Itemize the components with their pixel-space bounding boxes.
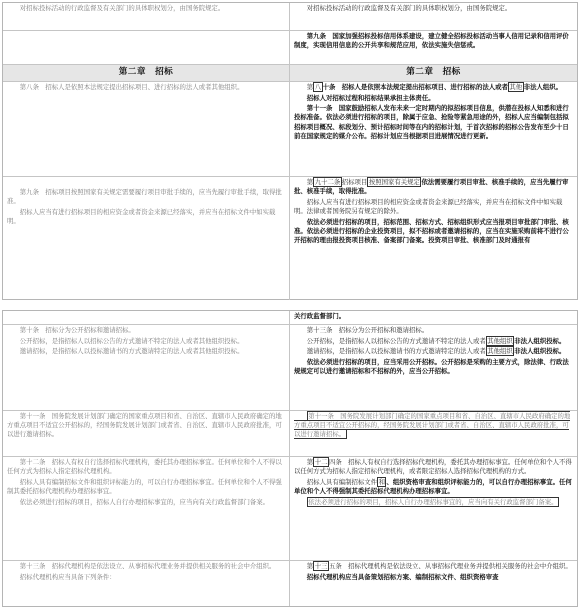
old-paragraph: 公开招标，是指招标人以招标公告的方式邀请不特定的法人或者其他组织投标。 bbox=[19, 336, 244, 345]
text-fragment: 第 bbox=[306, 458, 314, 466]
old-text-cell bbox=[3, 311, 290, 324]
table-row bbox=[3, 3, 577, 31]
new-chapter-cell bbox=[290, 65, 577, 81]
text-fragment: 第 bbox=[306, 83, 314, 91]
new-paragraph bbox=[294, 412, 573, 439]
old-paragraph: 邀请招标，是指招标人以投标邀请书的方式邀请特定的法人或者其他组织投标。 bbox=[19, 347, 244, 356]
table-row bbox=[3, 457, 577, 561]
old-text-cell bbox=[3, 411, 290, 456]
new-paragraph: 依法必须进行招标的项目，招标范围、招标方式、招标组织形式应当报项目审批部门审批、核准。依法必须进行招标的企业投资项目，拟不招标或者邀请招标的，应当在实施采购前将不进行公开招标的理由报投资项目核准、备案部门备案。投资项目审批、核准部门及时通报有 bbox=[294, 217, 569, 244]
text-fragment: 第 bbox=[306, 178, 314, 186]
chapter-title-old: 第二章 招标 bbox=[118, 67, 174, 78]
table-row bbox=[3, 82, 577, 177]
new-paragraph: 关行政监督部门。 bbox=[294, 312, 346, 320]
old-text-cell bbox=[3, 82, 290, 176]
old-paragraph: 依法必须进行招标的项目，招标人自行办理招标事宜的，应当向有关行政监督部门备案。 bbox=[19, 497, 270, 506]
new-text-cell bbox=[290, 82, 577, 176]
bottom-comparison-table bbox=[2, 310, 578, 607]
top-comparison-table bbox=[2, 2, 578, 300]
old-paragraph: 第十二条 招标人有权自行选择招标代理机构，委托其办理招标事宜。任何单位和个人不得以任何方式为招标人指定招标代理机构。 bbox=[7, 458, 282, 476]
new-text-cell bbox=[290, 457, 577, 560]
deleted-text-box: 其他 bbox=[509, 83, 523, 91]
chapter-heading-row bbox=[3, 65, 577, 82]
old-paragraph: 第九条 招标项目按照国家有关规定需要履行项目审批手续的，应当先履行审批手续，取得批准。 bbox=[7, 188, 282, 206]
added-text: 依法需要履行项目审批、核准手续的，应当先履行审批、核准手续，取得批准。 bbox=[294, 178, 569, 196]
old-paragraph: 第十三条 招标代理机构是依法设立、从事招标代理业务并提供相关服务的社会中介组织。 bbox=[19, 562, 276, 570]
text-fragment: 邀请招标，是指招标人以投标邀请书的方式邀请特定的法人或者 bbox=[306, 347, 486, 356]
new-paragraph: 对招标投标活动的行政监督及有关部门的具体职权划分，由国务院规定。 bbox=[306, 4, 512, 12]
old-text-cell bbox=[3, 561, 290, 606]
table-row bbox=[3, 177, 577, 300]
new-paragraph: 招标代理机构应当具备策划招标方案、编制招标文件、组织资格审查 bbox=[306, 572, 499, 581]
old-paragraph: 招标人具有编制招标文件和组织评标能力的，可以自行办理招标事宜。任何单位和个人不得强制其委托招标代理机构办理招标事宜。 bbox=[7, 477, 282, 495]
table-row bbox=[3, 31, 577, 65]
table-row bbox=[3, 411, 577, 457]
new-paragraph: 依法必须进行招标的项目，应当采用公开招标。公开招标是采购的主要方式，除法律、行政法规规定可以进行邀请招标和不招标的外，应当公开招标。 bbox=[294, 358, 569, 376]
old-paragraph: 第十条 招标分为公开招标和邀请招标。 bbox=[19, 326, 135, 334]
old-paragraph: 招标代理机构应当具备下列条件： bbox=[19, 572, 116, 581]
deleted-text-box: 九十二条 bbox=[314, 178, 341, 186]
new-paragraph: 招标人对招标过程和招标结果承担主体责任。 bbox=[306, 93, 435, 102]
table-row bbox=[3, 561, 577, 606]
old-chapter-cell bbox=[3, 65, 290, 81]
deleted-text-box: 和 bbox=[378, 477, 385, 486]
new-paragraph bbox=[294, 347, 573, 356]
old-text-cell bbox=[3, 3, 290, 30]
deleted-text-box: 十二 bbox=[314, 458, 328, 466]
new-text-cell bbox=[290, 31, 577, 64]
deleted-text-box: 第十一条 国务院发展计划部门确定的国家重点项目和省、自治区、直辖市人民政府确定的地方重点项目不适宜公开招标的，经国务院发展计划部门或者省、自治区、直辖市人民政府批准，可以进行邀请招标。 bbox=[294, 412, 571, 439]
text-fragment: 招标项目 bbox=[341, 178, 368, 186]
old-text-cell bbox=[3, 325, 290, 410]
text-fragment: 十条 招标人是依照本法规定提出招标项目、进行招标的法人或者 bbox=[322, 83, 508, 91]
table-row bbox=[3, 311, 577, 325]
new-paragraph bbox=[294, 562, 573, 571]
new-paragraph: 第十三条 招标分为公开招标和邀请招标。 bbox=[306, 326, 429, 334]
new-paragraph bbox=[294, 178, 573, 196]
new-text-cell bbox=[290, 3, 577, 30]
text-fragment: 第 bbox=[306, 562, 314, 570]
old-text-cell bbox=[3, 31, 290, 64]
new-paragraph: 第九条 国家加强招标投标信用体系建设，建立健全招标投标活动当事人信用记录和信用评价制度，实现信用信息的公开共享和规范应用，依法实施失信惩戒。 bbox=[294, 32, 569, 50]
new-paragraph bbox=[294, 498, 573, 507]
new-paragraph bbox=[294, 478, 573, 496]
added-text: 、组织资格审查和组织评标能力的，可以自行办理招标事宜。任何单位和个人不得强制其委托招标代理机构办理招标事宜。 bbox=[294, 477, 572, 495]
new-text-cell bbox=[290, 325, 577, 410]
old-paragraph: 第十一条 国务院发展计划部门确定的国家重点项目和省、自治区、直辖市人民政府确定的地方重点项目不适宜公开招标的，经国务院发展计划部门或者省、自治区、直辖市人民政府批准，可以进行邀请招标。 bbox=[7, 412, 282, 439]
old-paragraph: 第八条 招标人是依照本法规定提出招标项目、进行招标的法人或者其他组织。 bbox=[19, 83, 244, 91]
text-fragment: 公开招标，是指招标人以招标公告的方式邀请不特定的法人或者 bbox=[306, 336, 486, 345]
deleted-text-box: 其他组织 bbox=[487, 347, 513, 356]
old-paragraph: 招标人应当有进行招标项目的相应资金或者资金来源已经落实，并应当在招标文件中如实载明。 bbox=[7, 207, 276, 225]
added-text: 非法人组织投标。 bbox=[514, 347, 566, 356]
new-text-cell bbox=[290, 561, 577, 606]
text-fragment: 四条 招标人有权自行选择招标代理机构，委托其办理招标事宜。任何单位和个人不得以任何方式为招标人指定招标代理机构，或者限定招标人选择招标代理机构的方式。 bbox=[294, 458, 572, 476]
table-row bbox=[3, 325, 577, 411]
new-paragraph bbox=[294, 83, 573, 92]
new-paragraph bbox=[294, 458, 573, 476]
added-text: 非法人组织。 bbox=[523, 83, 563, 91]
new-text-cell bbox=[290, 311, 577, 324]
new-paragraph: 招标人应当有进行招标项目的相应资金或者资金来源已经落实，并应当在招标文件中如实载明。法律或者国务院另有规定的除外。 bbox=[294, 197, 563, 215]
old-text-cell bbox=[3, 457, 290, 560]
old-text-cell bbox=[3, 177, 290, 300]
text-fragment: 五条 招标代理机构是依法设立、从事招标代理业务并提供相关服务的社会中介组织。 bbox=[328, 562, 572, 570]
old-paragraph: 对招标投标活动的行政监督及有关部门的具体职权划分，由国务院规定。 bbox=[19, 4, 225, 12]
new-paragraph: 第十一条 国家鼓励招标人发布未来一定时期内的拟招标项目信息，供潜在投标人知悉和进行投标准备。依法必须进行招标的项目，除属于应急、抢险等紧急用途的外，招标人应当编制包括拟招标项目概况、标段划分、预计招标时间等在内的招标计划，于首次招标的招标公告发布至少十日前在国家规定的媒介公布。招标计划应当根据项目进展情况进行更新。 bbox=[294, 104, 569, 140]
new-text-cell bbox=[290, 177, 577, 300]
deleted-text-box: 依法必须进行招标的项目，招标人自行办理招标事宜的，应当向有关行政监督部门备案。 bbox=[308, 497, 558, 506]
new-text-cell bbox=[290, 411, 577, 456]
deleted-text-box: 其他组织 bbox=[487, 336, 513, 345]
text-fragment: 招标人具有编制招标文件 bbox=[306, 477, 378, 486]
new-paragraph bbox=[294, 337, 573, 346]
deleted-text-box: 按照国家有关规定 bbox=[368, 178, 420, 186]
added-text: 非法人组织投标。 bbox=[514, 336, 566, 345]
deleted-text-box: 十三 bbox=[314, 562, 328, 570]
chapter-title-new: 第二章 招标 bbox=[406, 67, 461, 78]
deleted-text-box: 八 bbox=[314, 83, 322, 91]
